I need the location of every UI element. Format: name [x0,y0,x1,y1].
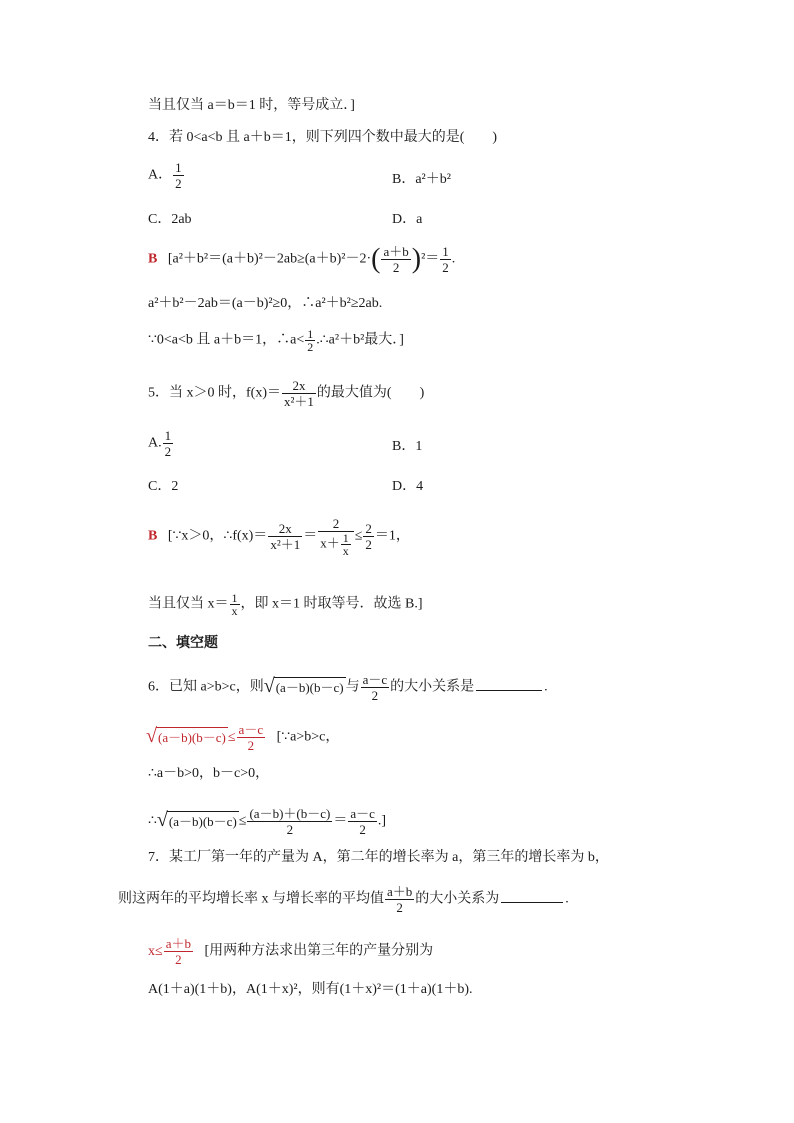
q7-answer: x≤ $\frac{a+b}{2}$ [148,936,191,967]
q6-solution-line-2: ∴a－b>0，b－c>0， [148,766,270,781]
q5-stem: 5．当 x＞0 时，f(x)＝ $\frac{2x}{\text{x²＋1}}$ 的最大值为( ) [148,378,425,409]
q4-option-c: C．2ab [148,212,192,227]
q5-option-d: D．4 [392,479,424,494]
q4-option-d: D．a [392,212,423,227]
q5-option-c: C．2 [148,479,179,494]
q5-option-a: A. $\frac{1}{2}$ [148,428,172,459]
q5-solution-line-1: B [∵x＞0，∴f(x)＝ $\frac{2x}{\text{x²＋1}}$ ＝ 2 x＋ $\frac{1}{x}$ ≤ $\frac{2}{2}$ ＝1， [148,516,410,558]
q4-option-a: A． $\frac{1}{2}$ [148,160,182,191]
q5-answer: B [148,528,158,544]
q6-stem: 6．已知 a>b>c，则 √ (a－b)(b－c) 与 $\frac{a-c}{2}$ 的大小关系是 . [148,672,548,703]
q4-answer: B [148,251,158,267]
q4-stem: 4．若 0<a<b 且 a＋b＝1，则下列四个数中最大的是( ) [148,130,498,145]
q4-solution-line-1: B [a²＋b²＝(a＋b)²－2ab≥(a＋b)²－2·( $\frac{a+b}{2}$ )²＝ $\frac{1}{2}$ . [148,243,456,275]
q7-answer-line: x≤ $\frac{a+b}{2}$ [用两种方法求出第三年的产量分别为 [148,936,434,967]
q6-answer-blank[interactable] [476,676,542,691]
q6-solution-line-3: ∴ √ (a－b)(b－c) ≤ $\frac{(a-b)+(b-c)}{2}$ ＝ $\frac{a-c}{2}$ .] [148,806,387,837]
q5-option-b: B．1 [392,439,423,454]
q7-answer-blank[interactable] [501,888,563,903]
q7-solution-line-2: A(1＋a)(1＋b)，A(1＋x)²，则有(1＋x)²＝(1＋a)(1＋b). [148,982,473,997]
q6-answer: √ (a－b)(b－c) ≤ $\frac{a-c}{2}$ [146,722,264,753]
q6-answer-line: √ (a－b)(b－c) ≤ $\frac{a-c}{2}$ [∵a>b>c， [146,722,340,753]
q7-stem-line-1: 7．某工厂第一年的产量为 A，第二年的增长率为 a，第三年的增长率为 b， [148,850,609,865]
q4-option-b: B．a²＋b² [392,172,451,187]
q4-option-a-fraction: $\frac{1}{2}$ [175,160,182,191]
q7-stem-line-2: 则这两年的平均增长率 x 与增长率的平均值 $\frac{a+b}{2}$ 的大小关系为 . [118,884,569,915]
q5-option-a-fraction: $\frac{1}{2}$ [164,428,172,459]
prev-solution-tail: 当且仅当 a＝b＝1 时，等号成立．] [148,98,355,113]
section-title: 二、填空题 [148,635,218,651]
q4-solution-line-3: ∵0<a<b 且 a＋b＝1，∴a< $\frac{1}{2}$ .∴a²＋b²最大．] [148,327,404,354]
q4-solution-line-2: a²＋b²－2ab＝(a－b)²≥0，∴a²＋b²≥2ab. [148,296,383,311]
q5-solution-line-2: 当且仅当 x＝ $\frac{1}{x}$ ，即 x＝1 时取等号．故选 B.] [148,591,423,618]
